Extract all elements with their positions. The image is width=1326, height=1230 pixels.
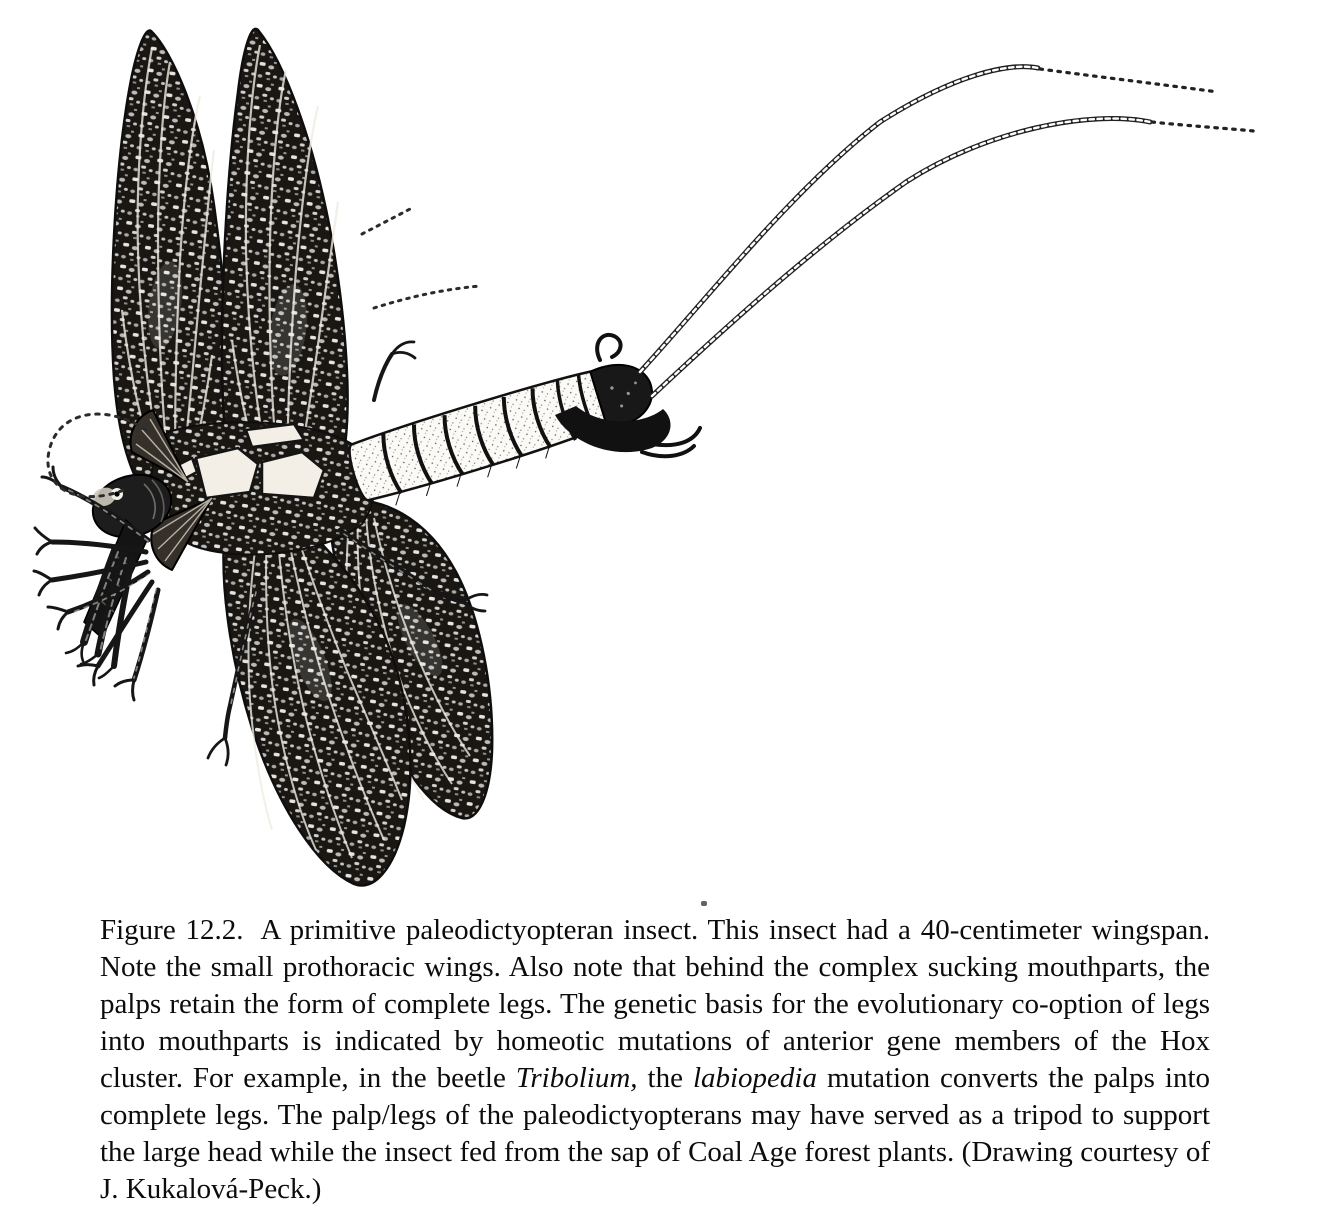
figure-caption	[0, 908, 1326, 1208]
caption-run: the	[637, 1062, 693, 1094]
antenna-dashed-segments	[362, 208, 480, 308]
scan-artifact-dot	[701, 901, 707, 906]
caption-run: A primitive paleodictyopteran insect. This insect had a 40-centimeter wingspan. Note the small prothoracic wings. Also note that behind the complex sucking mouthparts, the palps retain the form of complete legs. The genetic basis for the evolutionary co-option of legs into mouthparts is indicated by homeotic mutations of anterior gene members of the Hox cluster. For example, in the beetle	[100, 914, 1210, 1094]
caption-run: Tribolium,	[515, 1062, 638, 1094]
caption-run: mutation converts the palps into complete legs. The palp/legs of the paleodictyopterans may have served as a tripod to support the large head while the insect fed from the sap of Coal Age forest plants. (Drawing courtesy of J. Kukalová-Peck.)	[100, 1062, 1211, 1205]
cercus-lower-dotted-tip	[1152, 122, 1254, 131]
foreleg-claw-raised	[374, 342, 415, 400]
caption-run: labiopedia	[692, 1062, 817, 1094]
caption-label: Figure 12.2.	[100, 914, 244, 946]
caption-text	[100, 914, 1210, 1205]
cercus-upper-dotted-tip	[1040, 69, 1218, 92]
